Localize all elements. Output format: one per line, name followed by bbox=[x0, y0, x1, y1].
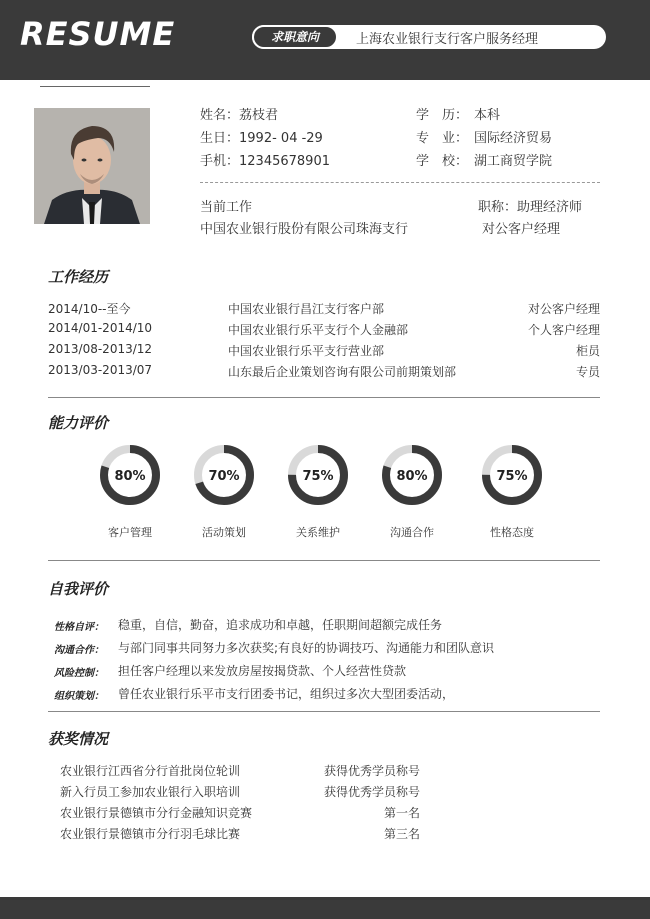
work-period: 2014/10--至今 bbox=[48, 302, 131, 316]
name-label: 姓名： bbox=[200, 108, 240, 123]
resume-logo: RESUME bbox=[20, 15, 176, 53]
gauge-percent: 70% bbox=[208, 469, 240, 484]
work-period: 2013/03-2013/07 bbox=[48, 363, 153, 377]
top-rule bbox=[40, 86, 150, 87]
award-result: 获得优秀学员称号 bbox=[323, 785, 420, 799]
birth-row bbox=[200, 127, 323, 146]
award-result: 获得优秀学员称号 bbox=[323, 764, 420, 778]
ability-gauge bbox=[192, 443, 256, 507]
award-event: 新入行员工参加农业银行入职培训 bbox=[60, 785, 241, 799]
self-eval-section-title: 自我评价 bbox=[48, 580, 109, 598]
phone-row bbox=[200, 150, 330, 169]
self-eval-key: 组织策划： bbox=[54, 691, 104, 702]
work-period: 2013/08-2013/12 bbox=[48, 342, 153, 356]
major-label: 专 业： bbox=[416, 131, 469, 146]
work-role: 个人客户经理 bbox=[527, 323, 600, 337]
gauge-percent: 75% bbox=[302, 469, 334, 484]
work-section-title: 工作经历 bbox=[48, 268, 109, 286]
header-bar bbox=[0, 0, 650, 80]
edu-label: 学 历： bbox=[416, 108, 469, 123]
self-eval-key: 沟通合作： bbox=[54, 645, 104, 656]
self-eval-value: 稳重，自信，勤奋，追求成功和卓越，任职期间超额完成任务 bbox=[118, 618, 443, 632]
school-label: 学 校： bbox=[416, 154, 469, 169]
ability-divider bbox=[48, 560, 600, 561]
birth-label: 生日： bbox=[200, 131, 240, 146]
work-org: 中国农业银行昌江支行客户部 bbox=[228, 302, 385, 316]
phone-value: 12345678901 bbox=[239, 154, 330, 169]
gauge-label: 客户管理 bbox=[108, 526, 152, 539]
awards-section-title: 获奖情况 bbox=[48, 730, 109, 748]
gauge-percent: 80% bbox=[396, 469, 428, 484]
award-event: 农业银行景德镇市分行羽毛球比赛 bbox=[60, 827, 241, 841]
work-role: 专员 bbox=[575, 365, 600, 379]
phone-label: 手机： bbox=[200, 154, 240, 169]
ability-gauge bbox=[380, 443, 444, 507]
title-value: 助理经济师 bbox=[517, 200, 583, 215]
gauge-svg bbox=[286, 443, 350, 507]
major-row bbox=[416, 127, 552, 146]
work-role: 对公客户经理 bbox=[527, 302, 600, 316]
title-row bbox=[478, 196, 582, 215]
gauge-percent: 80% bbox=[114, 469, 146, 484]
award-event: 农业银行江西省分行首批岗位轮训 bbox=[60, 764, 241, 778]
job-intent-tag: 求职意向 bbox=[252, 25, 338, 49]
gauge-label: 沟通合作 bbox=[390, 526, 434, 539]
info-separator bbox=[200, 182, 600, 183]
current-job-label: 当前工作 bbox=[200, 200, 253, 215]
self-eval-value: 曾任农业银行乐平市支行团委书记，组织过多次大型团委活动， bbox=[118, 687, 455, 701]
self-eval-value: 与部门同事共同努力多次获奖;有良好的协调技巧、沟通能力和团队意识 bbox=[118, 641, 495, 655]
self-eval-value: 担任客户经理以来发放房屋按揭贷款、个人经营性贷款 bbox=[118, 664, 407, 678]
gauge-svg bbox=[480, 443, 544, 507]
work-divider bbox=[48, 397, 600, 398]
major-value: 国际经济贸易 bbox=[474, 131, 553, 146]
work-org: 中国农业银行乐平支行营业部 bbox=[228, 344, 385, 358]
award-result: 第三名 bbox=[383, 827, 420, 841]
gauge-label: 关系维护 bbox=[296, 526, 340, 539]
job-intent-pill bbox=[252, 25, 606, 49]
current-company: 中国农业银行股份有限公司珠海支行 bbox=[200, 222, 409, 237]
self-eval-divider bbox=[48, 711, 600, 712]
ability-gauge bbox=[98, 443, 162, 507]
footer-bar bbox=[0, 897, 650, 919]
gauge-percent: 75% bbox=[496, 469, 528, 484]
name-row bbox=[200, 104, 278, 123]
ability-gauge bbox=[480, 443, 544, 507]
work-period: 2014/01-2014/10 bbox=[48, 321, 153, 335]
name-value: 荔枝君 bbox=[239, 108, 279, 123]
work-role: 柜员 bbox=[575, 344, 600, 358]
gauge-svg bbox=[192, 443, 256, 507]
award-event: 农业银行景德镇市分行金融知识竞赛 bbox=[60, 806, 253, 820]
work-org: 中国农业银行乐平支行个人金融部 bbox=[228, 323, 409, 337]
gauge-label: 活动策划 bbox=[202, 526, 246, 539]
work-org: 山东最后企业策划咨询有限公司前期策划部 bbox=[228, 365, 457, 379]
gauge-svg bbox=[98, 443, 162, 507]
profile-photo bbox=[34, 108, 150, 224]
self-eval-key: 性格自评： bbox=[54, 622, 104, 633]
award-result: 第一名 bbox=[383, 806, 420, 820]
school-row bbox=[416, 150, 552, 169]
school-value: 湖工商贸学院 bbox=[474, 154, 553, 169]
gauge-svg bbox=[380, 443, 444, 507]
edu-row bbox=[416, 104, 500, 123]
title-label: 职称： bbox=[478, 200, 518, 215]
self-eval-key: 风险控制： bbox=[54, 668, 104, 679]
job-intent-value: 上海农业银行支行客户服务经理 bbox=[356, 32, 539, 47]
ability-gauge bbox=[286, 443, 350, 507]
gauge-label: 性格态度 bbox=[490, 526, 534, 539]
current-position: 对公客户经理 bbox=[482, 222, 561, 237]
birth-value: 1992- 04 -29 bbox=[239, 131, 323, 146]
edu-value: 本科 bbox=[474, 108, 501, 123]
ability-section-title: 能力评价 bbox=[48, 414, 109, 432]
